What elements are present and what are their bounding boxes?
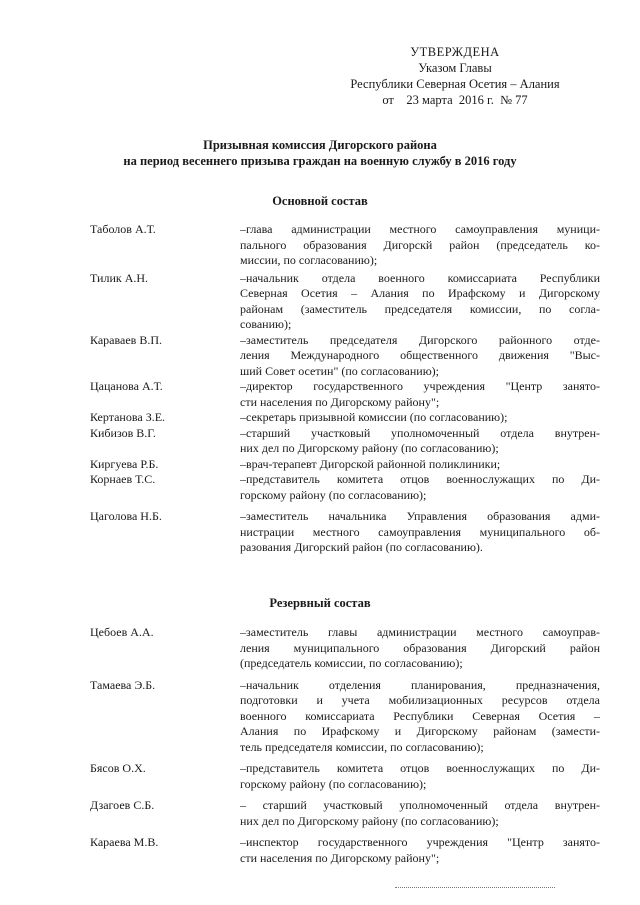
member-row [90,426,600,457]
member-name: Дзагоев С.Б. [90,798,155,812]
approval-title: УТВЕРЖДЕНА [410,45,500,59]
member-duty-line: ший Совет осетин" (по согласованию); [240,363,440,378]
member-duty [240,678,600,756]
member-duty [240,379,600,410]
member-row [90,625,600,672]
member-name: Кибизов В.Г. [90,425,156,440]
member-duty-line: –начальник отделения планирования, предназначения, [240,677,600,692]
member-name: Бясов О.Х. [90,761,146,775]
member-duty [240,761,600,792]
member-duty-line: ления Международного общественного движения "Выс- [240,348,600,362]
member-duty-line: военного комиссариата Республики Северная Осетия – [240,708,600,723]
main-section-heading: Основной состав [272,194,368,208]
member-duty-line: подготовки и учета мобилизационных ресурсов отдела [240,693,600,707]
member-name: Караева М.В. [90,835,159,849]
member-duty-line: –старший участковый уполномоченный отдела внутрен- [240,425,600,440]
member-duty [240,835,600,866]
member-row [90,333,600,380]
member-row [90,835,600,866]
bottom-dotted-line [395,887,555,889]
member-duty-line: –глава администрации местного самоуправления муници- [240,222,600,236]
member-duty-line: – старший участковый уполномоченный отдела внутрен- [240,798,600,812]
member-row [90,472,600,503]
member-duty-line: сти населения по Дигорскому району"; [240,850,440,865]
member-duty-line: сти населения по Дигорскому району"; [240,394,440,409]
member-duty-line: них дел по Дигорскому району (по согласованию); [240,813,499,828]
document-title-line1: Призывная комиссия Дигорского района [203,138,437,152]
member-name: Цаголова Н.Б. [90,509,162,523]
member-duty-line: –секретарь призывной комиссии (по согласованию); [240,410,508,424]
member-row [90,410,600,426]
document-title [60,137,580,169]
member-duty-line: горскому району (по согласованию); [240,487,427,502]
member-row [90,509,600,556]
member-duty-line: районам (заместитель председателя комиссии, по согла- [240,301,600,316]
approval-stamp [330,44,580,108]
member-row [90,222,600,269]
member-duty-line: –начальник отдела военного комиссариата Республики [240,270,600,285]
member-name: Тилик А.Н. [90,270,149,285]
member-duty-line: –представитель комитета отцов военнослужащих по Ди- [240,761,600,775]
member-duty-line: –заместитель главы администрации местного самоуправ- [240,625,600,639]
member-row [90,271,600,333]
member-duty [240,426,600,457]
member-duty [240,625,600,672]
reserve-section-heading: Резервный состав [269,596,371,610]
member-duty-line: –врач-терапевт Дигорской районной поликлиники; [240,456,501,471]
member-duty-line: –директор государственного учреждения "Центр занято- [240,379,600,393]
member-duty-line: –заместитель начальника Управления образования адми- [240,509,600,523]
member-duty-line: них дел по Дигорскому району (по согласованию); [240,441,499,455]
member-duty-line: горскому району (по согласованию); [240,776,427,791]
member-duty-line: –инспектор государственного учреждения "Центр занято- [240,835,600,849]
member-duty-line: миссии, по согласованию); [240,253,378,267]
document-title-line2: на период весеннего призыва граждан на военную службу в 2016 году [123,154,517,168]
approval-date-number: от 23 марта 2016 г. № 77 [382,93,528,107]
approval-republic: Республики Северная Осетия – Алания [350,77,560,91]
member-duty-line: сованию); [240,317,292,331]
member-name: Кертанова З.Е. [90,410,166,424]
member-duty-line: Алания по Ирафскому и Дигорскому районам (замести- [240,724,600,738]
main-members-list [90,222,600,556]
member-duty-line: нистрации местного самоуправления муниципального об- [240,524,600,539]
member-name: Караваев В.П. [90,332,162,347]
member-row [90,379,600,410]
member-duty-line: разования Дигорский район (по согласованию). [240,540,483,554]
member-duty-line: Северная Осетия – Алания по Ирафскому и Дигорскому [240,286,600,300]
member-name: Киргуева Р.Б. [90,456,159,471]
member-name: Цацанова А.Т. [90,379,163,393]
member-name: Корнаев Т.С. [90,472,156,486]
member-duty [240,509,600,556]
member-row [90,761,600,792]
member-name: Тамаева Э.Б. [90,677,156,692]
member-duty-line: –заместитель председателя Дигорского районного отде- [240,332,600,347]
member-duty-line: пального образования Дигорскй район (председатель ко- [240,237,600,252]
member-duty [240,457,600,473]
member-duty [240,222,600,269]
member-duty [240,333,600,380]
member-duty-line: (председатель комиссии, по согласованию); [240,656,463,670]
member-duty-line: ления муниципального образования Дигорский район [240,640,600,655]
member-name: Цебоев А.А. [90,625,154,639]
member-duty [240,472,600,503]
member-duty [240,271,600,333]
member-duty [240,798,600,829]
member-row [90,678,600,756]
member-duty-line: –представитель комитета отцов военнослужащих по Ди- [240,472,600,486]
member-duty-line: тель председателя комиссии, по согласованию); [240,739,484,754]
approval-decree: Указом Главы [418,61,492,75]
member-row [90,798,600,829]
reserve-members-list [90,625,600,866]
member-row [90,457,600,473]
member-duty [240,410,600,426]
member-name: Таболов А.Т. [90,222,156,236]
